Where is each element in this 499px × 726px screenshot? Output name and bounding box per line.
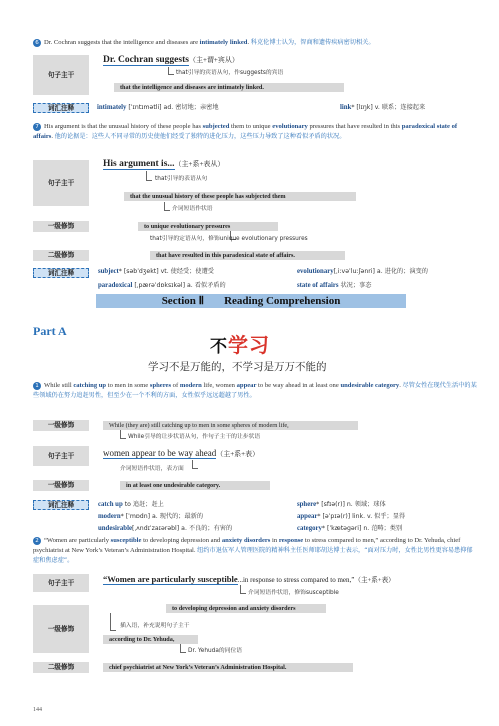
main-clause-label: 句子主干 [33, 55, 89, 95]
clause-bar: that the unusual history of these people has subjected them [124, 192, 356, 201]
bracket-line [110, 613, 116, 631]
vocab-entry: state of affairs 状况；事态 [297, 282, 372, 289]
vocab-entry: intimately [ˈɪntɪmətli] ad. 密切地；亲密地 [97, 104, 219, 111]
study-subtitle: 学习不是万能的，不学习是万万不能的 [148, 361, 327, 373]
modifier-bar: in at least one undesirable category. [120, 481, 270, 490]
sentence-number: 6 [33, 39, 41, 47]
vocab-label: 词汇注释 [33, 500, 89, 510]
bracket-line [240, 585, 246, 594]
note: that引导的宾语从句，作suggests的宾语 [176, 70, 284, 76]
modifier-bar: according to Dr. Yehuda, [103, 635, 198, 644]
note: that引导的表语从句 [155, 176, 208, 182]
vocab-entry: catch up to 追赶；赶上 [98, 501, 164, 508]
note: 介词短语作状语，表方面 [120, 466, 184, 472]
vocab-entry: category* [ˈkætəgəri] n. 范畴；类别 [297, 525, 403, 532]
note: Dr. Yehuda的同位语 [188, 648, 243, 654]
bracket-line [180, 644, 186, 653]
bracket-line [168, 67, 174, 75]
vocab-entry: paradoxical [ˌpærəˈdɒksɪkəl] a. 看似矛盾的 [98, 282, 226, 289]
main-structure: “Women are particularly susceptible...in response to stress compared to men,”（主+系+表） [103, 574, 395, 584]
bracket-line [192, 460, 198, 469]
main-structure: Dr. Cochran suggests（主+谓+宾从） [103, 55, 239, 65]
vocab-label: 词汇注释 [33, 268, 89, 278]
page-number: 144 [33, 707, 42, 713]
main-clause-label: 句子主干 [33, 574, 89, 592]
vocab-entry: subject* [səbˈdʒekt] vt. 使经受；使遭受 [98, 268, 214, 275]
level1-modifier-label: 一级修饰 [33, 605, 89, 653]
vocab-entry: evolutionary[ˌiːvəˈluːʃənri] a. 进化的；演变的 [297, 268, 428, 275]
modifier-bar: to developing depression and anxiety disorders [166, 604, 326, 613]
level2-modifier-label: 二级修饰 [33, 662, 89, 673]
part-heading: Part A [33, 324, 67, 338]
sentence-7-paragraph: 7 His argument is that the unusual history of these people has subjected them to unique evolutionary pressures that have resulted in this paradoxical state of affairs. 他的论据是：这些人不同寻常的历史使他们经受了独特的进化压力，这些压力导致了这种看似矛盾的状况。 [33, 123, 458, 141]
modifier-bar: While (they are) still catching up to men in some spheres of modern life, [103, 421, 358, 430]
vocab-entry: modern* [ˈmɒdn] a. 现代的；最新的 [98, 513, 204, 520]
level2-modifier-label: 二级修饰 [33, 250, 89, 261]
sentence-1-paragraph: 1 While still catching up to men in some spheres of modern life, women appear to be way ahead in at least one undesirable category. 尽管女性在现代生活中的某些领域仍在努力追赶男性，但至少在一个不利的方面，女性似乎远远超越了男性。 [33, 382, 477, 400]
vocab-label: 词汇注释 [33, 103, 89, 113]
sentence-number: 1 [33, 382, 41, 390]
level1-modifier-label: 一级修饰 [33, 480, 89, 491]
main-clause-label: 句子主干 [33, 160, 89, 206]
note: 插入语，补充说明句子主干 [120, 623, 190, 629]
main-clause-label: 句子主干 [33, 446, 89, 466]
vocab-entry: undesirable[ˌʌndɪˈzaɪərəbl] a. 不良的；有害的 [98, 525, 233, 532]
note: While引导的让步状语从句，作句子主干的让步状语 [128, 434, 261, 440]
note: 介词短语作状语 [172, 206, 213, 212]
study-title: 不学习 [210, 333, 270, 357]
note: 介词短语作状语，修饰susceptible [248, 590, 339, 596]
main-structure: His argument is...（主+系+表从） [103, 159, 225, 169]
main-structure: women appear to be way ahead（主+系+表） [103, 448, 260, 458]
sentence-number: 2 [33, 537, 41, 545]
level1-modifier-label: 一级修饰 [33, 221, 89, 232]
level1-modifier-label: 一级修饰 [33, 420, 89, 431]
modifier-bar: chief psychiatrist at New York’s Veteran’s Administration Hospital. [103, 663, 353, 672]
vocab-entry: sphere* [sfɪə(r)] n. 领域；球体 [297, 501, 386, 508]
vocab-entry: link* [lɪŋk] v. 联系；连接起来 [340, 104, 426, 111]
section-banner: Section Ⅱ Reading Comprehension [96, 294, 406, 308]
sentence-2-paragraph: 2 “Women are particularly susceptible to developing depression and anxiety disorders in response to stress compared to men,” according to Dr. Yehuda, chief psychiatrist at New York’s Veteran’s Administration Hospital. 纽约市退伍军人管理医院的精神科主任医师耶胡达博士表示，“面对压力时，女性比男性更容易患抑郁症和焦虑症”。 [33, 537, 473, 565]
bracket-line [146, 171, 152, 181]
vocab-entry: appear* [əˈpɪə(r)] link. v. 似乎；显得 [297, 513, 406, 520]
note: that引导的定语从句，修饰unique evolutionary pressures [150, 236, 308, 242]
modifier-bar: to unique evolutionary pressures [138, 222, 278, 231]
sentence-number: 7 [33, 123, 41, 131]
clause-bar: that the intelligence and diseases are intimately linked. [114, 83, 344, 92]
modifier-bar: that have resulted in this paradoxical state of affairs. [150, 251, 345, 260]
sentence-6-paragraph: 6 Dr. Cochran suggests that the intelligence and diseases are intimately linked. 科克伦博士认为，智商和遗传疾病密切相关。 [33, 38, 477, 48]
bracket-line [164, 202, 170, 211]
bracket-line [120, 430, 126, 439]
